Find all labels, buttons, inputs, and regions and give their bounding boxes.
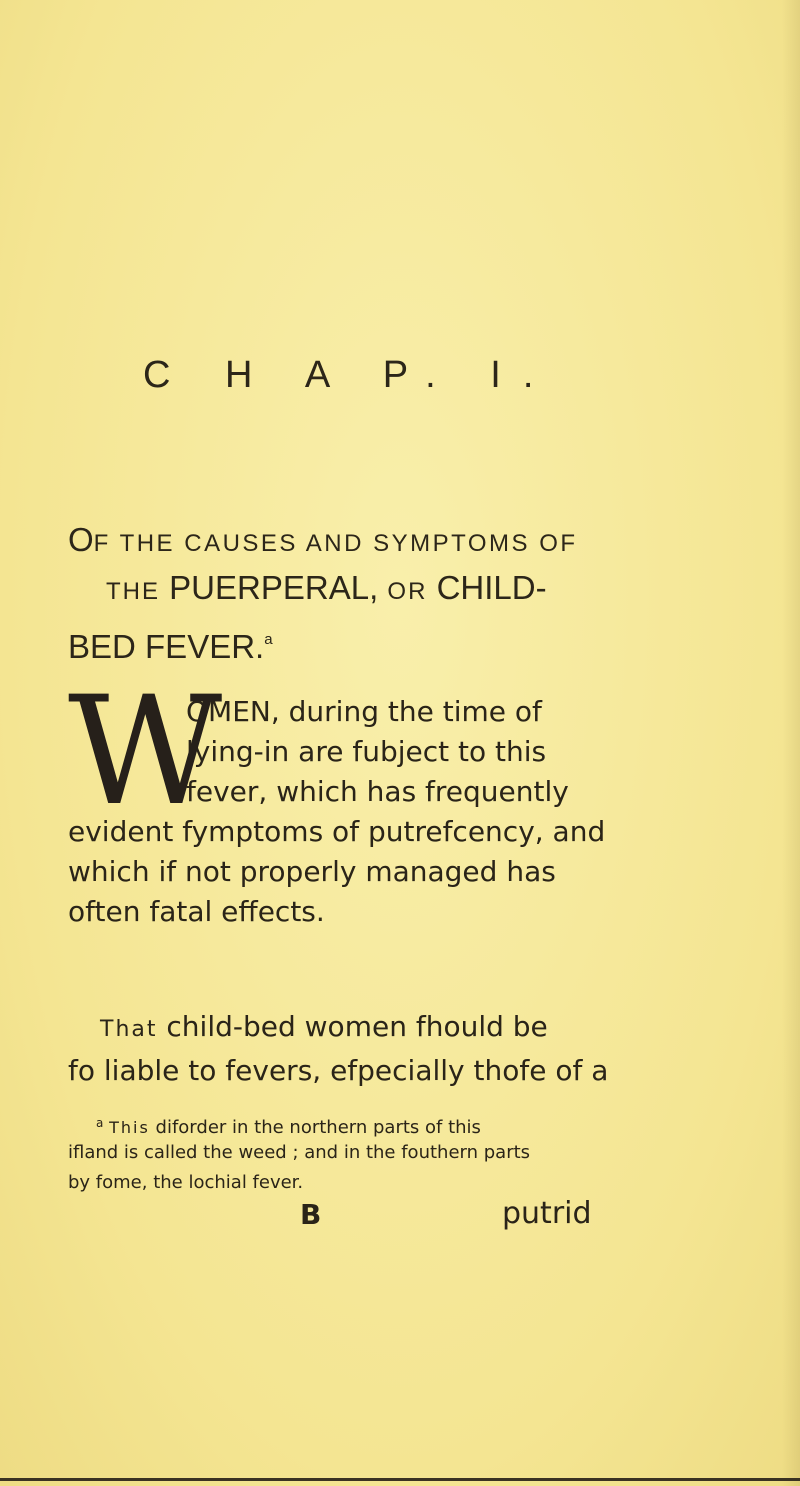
chapter-title: [68, 520, 668, 671]
footnote-marker: a: [264, 631, 273, 648]
title-of-cap: O: [68, 521, 94, 558]
title-the: THE: [106, 578, 160, 605]
page-bottom-edge: [0, 1478, 800, 1481]
paragraph-2: [68, 1005, 609, 1093]
title-or: OR: [387, 578, 428, 605]
paragraph-line: OMEN, during the time of: [186, 695, 542, 728]
paragraph-line: fo liable to fevers, efpecially thofe of a: [68, 1054, 609, 1087]
paragraph-line: lying-in are fubject to this: [186, 735, 547, 768]
paragraph-1: [68, 665, 606, 932]
paragraph-line: often fatal effects.: [68, 895, 325, 928]
title-of-rest: F THE CAUSES AND SYMPTOMS OF: [93, 530, 578, 557]
small-caps-lead: That: [100, 1017, 158, 1042]
footnote-mark: a: [96, 1116, 104, 1130]
title-puerperal: PUERPERAL,: [169, 569, 379, 606]
footnote-line: ifland is called the weed ; and in the fouthern parts: [68, 1142, 531, 1163]
paragraph-line: evident fymptoms of putrefcency, and: [68, 815, 606, 848]
footnote-line: by fome, the lochial fever.: [68, 1172, 304, 1193]
chapter-heading: C H A P. I.: [143, 354, 556, 396]
title-line-2: [68, 564, 668, 616]
paragraph-line: which if not properly managed has: [68, 855, 556, 888]
title-bed-fever: BED FEVER.: [68, 628, 265, 665]
paragraph-line: fever, which has frequently: [186, 775, 569, 808]
signature-mark: B: [300, 1198, 322, 1231]
title-child: CHILD-: [436, 569, 547, 606]
paragraph-line: That child-bed women fhould be: [100, 1010, 548, 1043]
title-line-3: [68, 616, 668, 671]
footnote-lead: This: [109, 1118, 150, 1137]
drop-cap: W: [68, 665, 223, 839]
footnote: [68, 1108, 608, 1198]
page-edge-shadow: [782, 0, 800, 1486]
footnote-line: $^a$ This diforder in the northern parts of this: [96, 1116, 481, 1138]
title-line-1: [68, 520, 668, 564]
catchword: putrid: [502, 1196, 592, 1231]
